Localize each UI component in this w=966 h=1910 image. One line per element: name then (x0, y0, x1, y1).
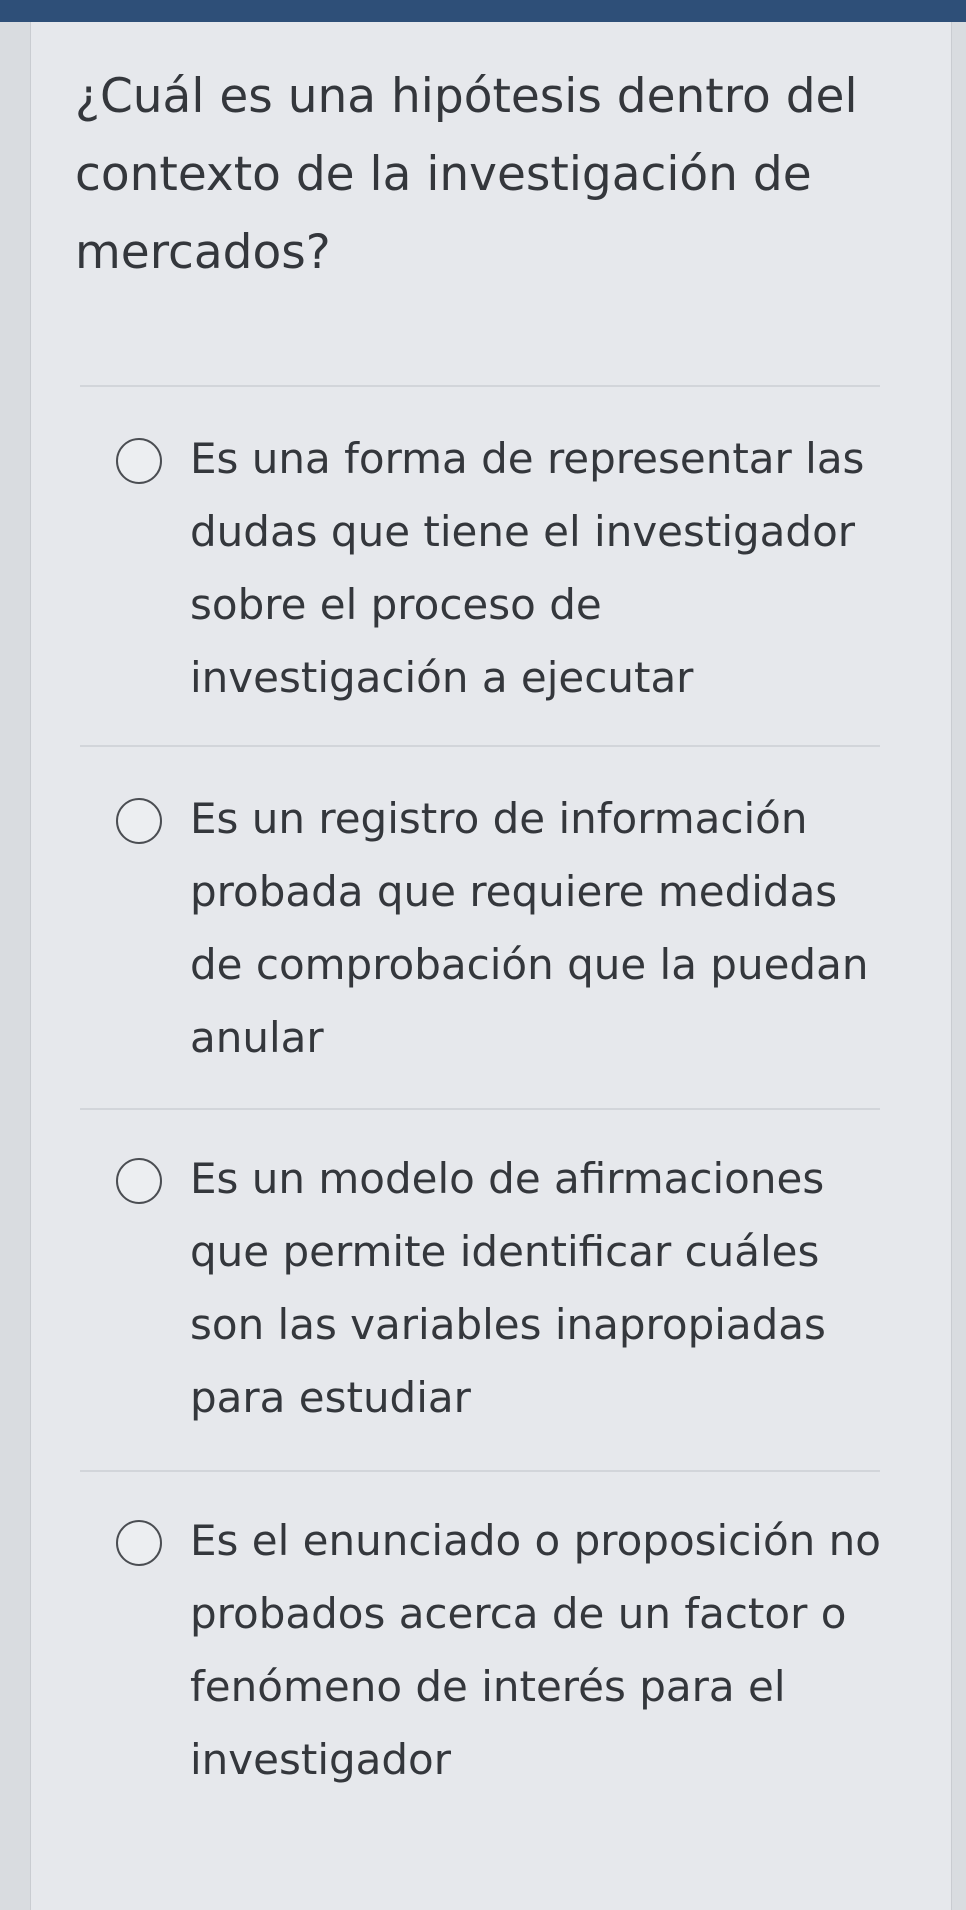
divider (80, 1470, 880, 1472)
answer-option-label: Es una forma de representar las dudas que tiene el investigador sobre el proceso de investigación a ejecutar (190, 434, 865, 702)
divider (80, 1108, 880, 1110)
radio-button-icon[interactable] (116, 1520, 162, 1566)
radio-button-icon[interactable] (116, 798, 162, 844)
divider (80, 385, 880, 387)
answer-option-label: Es un registro de información probada que requiere medidas de comprobación que la puedan anular (190, 794, 869, 1062)
divider (80, 745, 880, 747)
radio-button-icon[interactable] (116, 438, 162, 484)
answer-option-label: Es el enunciado o proposición no probados acerca de un factor o fenómeno de interés para el investigador (190, 1516, 881, 1784)
answer-option-label: Es un modelo de afirmaciones que permite identificar cuáles son las variables inapropiadas para estudiar (190, 1154, 826, 1422)
radio-button-icon[interactable] (116, 1158, 162, 1204)
header-bar (0, 0, 966, 22)
question-text: ¿Cuál es una hipótesis dentro del contexto de la investigación de mercados? (75, 69, 858, 280)
